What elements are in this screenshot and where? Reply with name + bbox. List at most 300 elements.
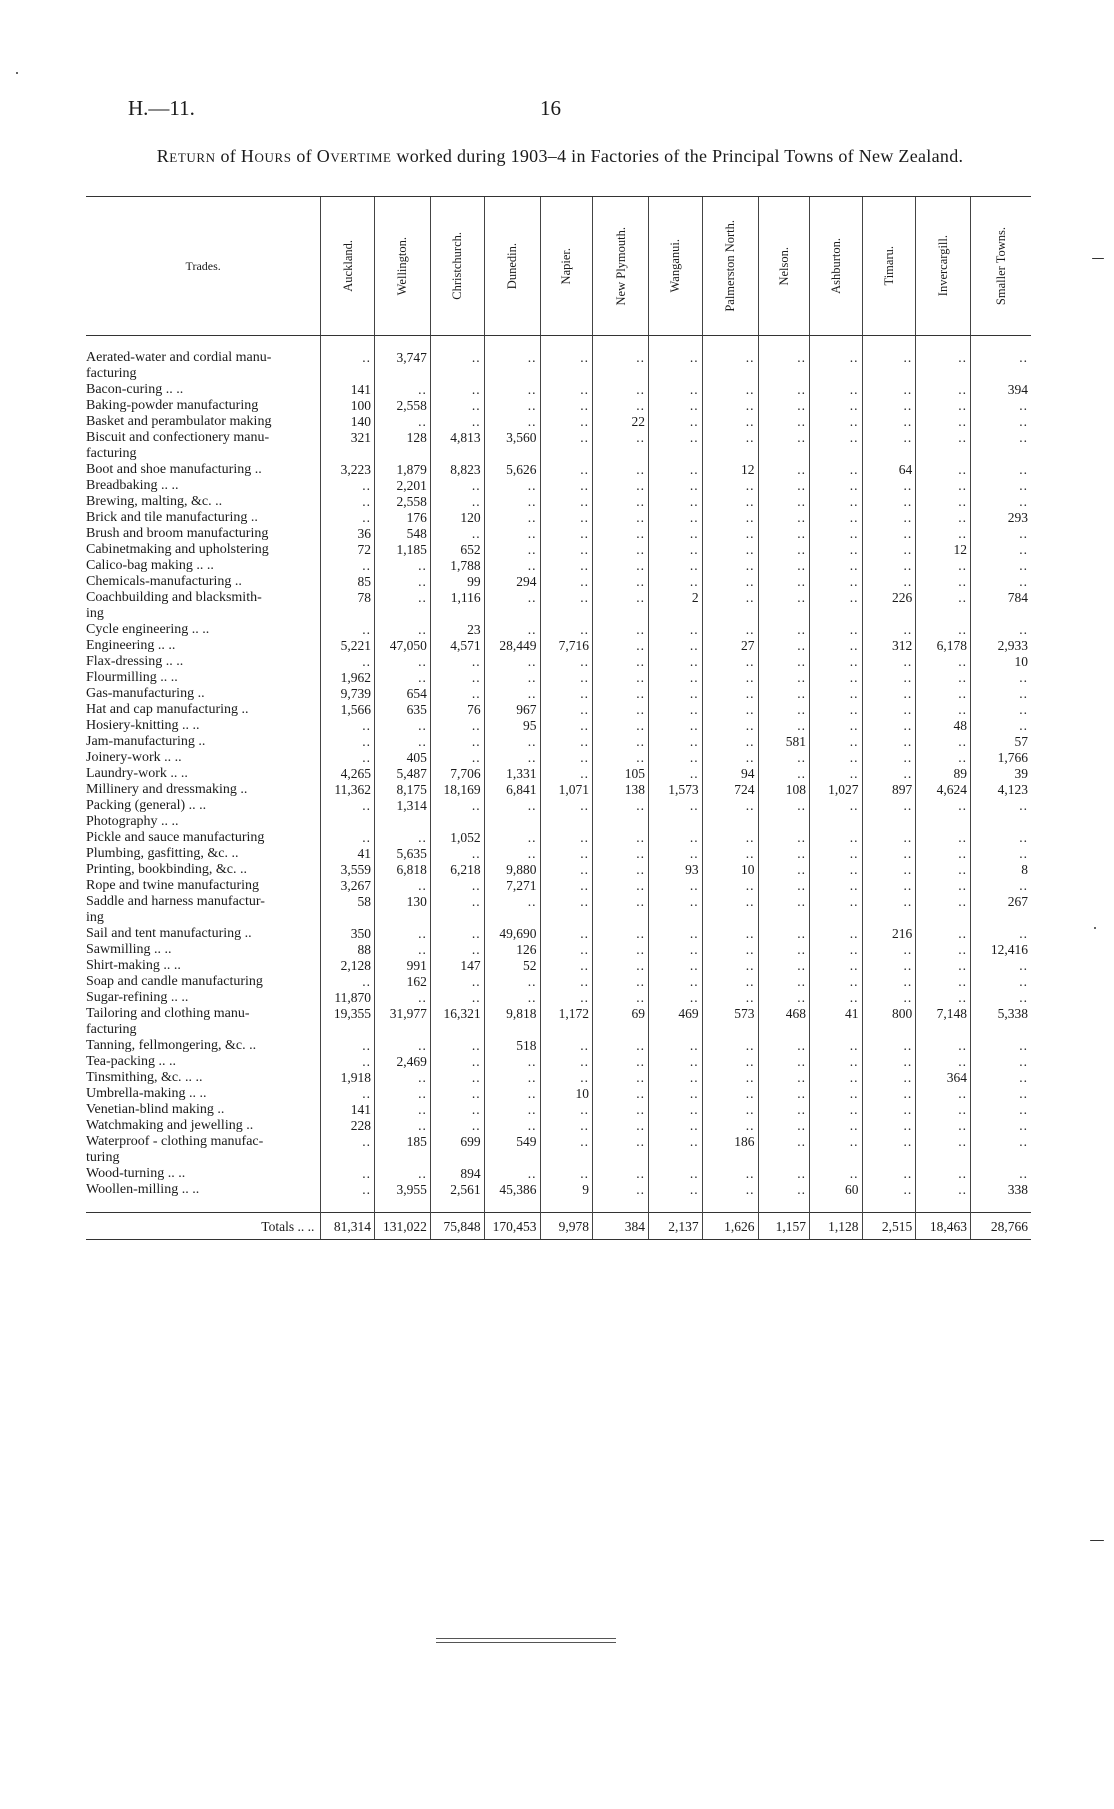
hours-cell: 72 [321,542,375,558]
hours-cell: .. [916,1182,971,1198]
hours-cell: .. [702,542,758,558]
hours-cell: 93 [648,862,702,878]
hours-cell: 95 [484,718,540,734]
hours-cell: .. [484,478,540,494]
column-header-label: Ashburton. [828,238,843,294]
trade-name [86,878,321,894]
hours-cell: 405 [375,750,431,766]
hours-cell: .. [540,750,593,766]
hours-cell: .. [758,702,809,718]
hours-cell: .. [862,670,916,686]
hours-cell: .. [375,414,431,430]
trade-name [86,558,321,574]
hours-cell: 100 [321,398,375,414]
hours-cell: .. [862,862,916,878]
hours-cell: .. [970,1086,1031,1102]
hours-cell: .. [593,478,649,494]
hours-cell: .. [484,670,540,686]
table-title [100,146,1020,167]
hours-cell: .. [702,958,758,974]
hours-cell: .. [809,766,862,782]
hours-cell: 10 [702,862,758,878]
hours-cell: .. [648,1086,702,1102]
table-row [86,1166,1031,1182]
hours-cell: .. [916,414,971,430]
hours-cell: .. [430,686,484,702]
hours-cell: 176 [375,510,431,526]
hours-cell: .. [593,862,649,878]
hours-cell: .. [862,622,916,638]
hours-cell: .. [862,1102,916,1118]
hours-cell: .. [593,558,649,574]
hours-cell: 94 [702,766,758,782]
hours-cell: .. [916,654,971,670]
hours-cell: .. [809,926,862,942]
spacer-cell [484,1198,540,1213]
column-header-label: Dunedin. [505,242,520,290]
hours-cell: 16,321 [430,1006,484,1038]
hours-cell: .. [809,862,862,878]
column-header-town [648,197,702,336]
hours-cell: .. [702,1070,758,1086]
page-number: 16 [540,96,561,120]
hours-cell [375,814,431,830]
page-reference: H.—11. [128,96,195,120]
hours-cell: .. [702,926,758,942]
hours-cell: 58 [321,894,375,926]
trade-name [86,1086,321,1102]
hours-cell: .. [809,670,862,686]
column-header-label: Smaller Towns. [993,226,1008,306]
hours-cell: .. [321,622,375,638]
hours-cell: .. [540,430,593,462]
hours-cell: .. [758,494,809,510]
hours-cell: 10 [970,654,1031,670]
table-row [86,478,1031,494]
hours-cell: .. [593,670,649,686]
trade-name-line: Brewing, malting, &c. .. [86,494,223,509]
hours-cell: .. [809,526,862,542]
hours-cell: 4,571 [430,638,484,654]
hours-cell: .. [758,862,809,878]
title-word: Return [156,146,216,166]
table-row [86,526,1031,542]
hours-cell: .. [648,750,702,766]
trade-name [86,862,321,878]
trade-name [86,734,321,750]
hours-cell: .. [648,462,702,478]
hours-cell: .. [648,1070,702,1086]
hours-cell: .. [758,750,809,766]
hours-cell: .. [862,574,916,590]
hours-cell: .. [430,398,484,414]
hours-cell: .. [862,654,916,670]
hours-cell [702,814,758,830]
hours-cell: .. [970,926,1031,942]
hours-cell: 724 [702,782,758,798]
hours-cell: .. [540,926,593,942]
hours-cell: .. [702,686,758,702]
hours-cell: .. [540,382,593,398]
hours-cell: .. [916,862,971,878]
hours-cell: .. [970,702,1031,718]
trade-name-line: Breadbaking .. .. [86,478,179,493]
hours-cell: .. [702,414,758,430]
hours-cell: .. [862,1054,916,1070]
hours-cell: .. [484,510,540,526]
spacer-cell [430,1198,484,1213]
hours-cell: .. [321,1134,375,1166]
hours-cell: 1,766 [970,750,1031,766]
hours-cell: .. [430,942,484,958]
hours-cell: 394 [970,382,1031,398]
hours-cell: .. [593,718,649,734]
hours-cell: .. [862,1166,916,1182]
column-header-town [862,197,916,336]
hours-cell: 5,626 [484,462,540,478]
column-header-town [758,197,809,336]
hours-cell: .. [702,622,758,638]
hours-cell: .. [758,894,809,926]
trade-name-line: Calico-bag making .. .. [86,558,214,573]
hours-cell: .. [484,382,540,398]
hours-cell: .. [593,990,649,1006]
hours-cell: .. [593,574,649,590]
hours-cell: 48 [916,718,971,734]
trades-header: Trades. [86,197,321,336]
hours-cell: .. [593,398,649,414]
hours-cell: .. [758,1038,809,1054]
hours-cell: 7,716 [540,638,593,654]
hours-cell: .. [593,336,649,383]
hours-cell: .. [648,878,702,894]
hours-cell: .. [702,654,758,670]
column-header-town [916,197,971,336]
hours-cell: .. [916,1086,971,1102]
hours-cell: .. [484,1118,540,1134]
hours-cell: .. [484,622,540,638]
hours-cell: .. [916,846,971,862]
hours-cell: .. [430,526,484,542]
hours-cell: .. [702,590,758,622]
hours-cell: 19,355 [321,1006,375,1038]
hours-cell: .. [809,510,862,526]
hours-cell: .. [430,414,484,430]
hours-cell: .. [540,702,593,718]
hours-cell: .. [540,622,593,638]
hours-cell: .. [758,526,809,542]
hours-cell: .. [648,1102,702,1118]
column-header-label: Napier. [559,247,574,285]
trade-name-line: Hat and cap manufacturing .. [86,702,249,717]
hours-cell: .. [916,1054,971,1070]
hours-cell: .. [593,1118,649,1134]
hours-cell: .. [862,990,916,1006]
hours-cell: .. [809,878,862,894]
hours-cell: 12 [916,542,971,558]
table-row [86,382,1031,398]
hours-cell: .. [540,798,593,814]
hours-cell: .. [970,462,1031,478]
hours-cell: .. [916,590,971,622]
hours-cell: .. [758,638,809,654]
hours-cell: 3,267 [321,878,375,894]
hours-cell: .. [758,846,809,862]
hours-cell: 7,706 [430,766,484,782]
hours-cell: .. [702,702,758,718]
table-row [86,430,1031,462]
trade-name [86,1166,321,1182]
table-row [86,846,1031,862]
column-header-town [593,197,649,336]
hours-cell: .. [593,1054,649,1070]
hours-cell: .. [758,574,809,590]
hours-cell: 8,175 [375,782,431,798]
hours-cell: .. [540,718,593,734]
hours-cell: 9,880 [484,862,540,878]
hours-cell: .. [540,574,593,590]
hours-cell: 2,933 [970,638,1031,654]
hours-cell [648,814,702,830]
hours-cell: .. [648,894,702,926]
hours-cell: .. [375,718,431,734]
hours-cell: 11,362 [321,782,375,798]
trade-name [86,414,321,430]
hours-cell: .. [540,878,593,894]
hours-cell: .. [702,430,758,462]
trade-name-line: Flourmilling .. .. [86,670,178,685]
hours-cell: .. [758,430,809,462]
total-cell: 384 [593,1213,649,1240]
hours-cell: 6,818 [375,862,431,878]
hours-cell: 1,962 [321,670,375,686]
trade-name [86,1182,321,1198]
hours-cell: .. [375,990,431,1006]
table-row [86,1070,1031,1086]
spacer-cell [970,1198,1031,1213]
hours-cell: .. [758,558,809,574]
hours-cell: .. [702,494,758,510]
hours-cell: .. [970,478,1031,494]
hours-cell: 8,823 [430,462,484,478]
hours-cell: .. [758,382,809,398]
hours-cell: 64 [862,462,916,478]
hours-cell: 293 [970,510,1031,526]
table-row [86,926,1031,942]
trade-name [86,926,321,942]
hours-cell: .. [758,670,809,686]
hours-cell: .. [375,558,431,574]
hours-cell: .. [862,1118,916,1134]
hours-cell: .. [970,336,1031,383]
hours-cell: 468 [758,1006,809,1038]
hours-cell: .. [916,830,971,846]
hours-cell: 7,148 [916,1006,971,1038]
trade-name-line: Woollen-milling .. .. [86,1182,200,1197]
hours-cell: 2,201 [375,478,431,494]
table-row [86,1038,1031,1054]
hours-cell: .. [430,894,484,926]
table-row [86,590,1031,622]
hours-cell: .. [484,798,540,814]
hours-cell: 138 [593,782,649,798]
trade-name-line: Boot and shoe manufacturing .. [86,462,262,477]
hours-cell: .. [702,846,758,862]
table-row [86,894,1031,926]
hours-cell: .. [540,1134,593,1166]
hours-cell: .. [758,1070,809,1086]
hours-cell: 1,918 [321,1070,375,1086]
hours-cell: .. [375,942,431,958]
hours-cell: .. [593,686,649,702]
hours-cell: .. [809,1134,862,1166]
trade-name-line: Printing, bookbinding, &c. .. [86,862,247,877]
hours-cell: .. [702,1038,758,1054]
trade-name-line: Joinery-work .. .. [86,750,182,765]
hours-cell: .. [916,878,971,894]
trade-name [86,942,321,958]
hours-cell: 4,624 [916,782,971,798]
hours-cell: .. [970,830,1031,846]
hours-cell: .. [484,686,540,702]
hours-cell: 3,747 [375,336,431,383]
hours-cell: .. [593,1134,649,1166]
hours-cell: .. [809,542,862,558]
hours-cell: 1,879 [375,462,431,478]
hours-cell [970,814,1031,830]
hours-cell: 991 [375,958,431,974]
trade-name [86,1118,321,1134]
hours-cell: .. [484,1086,540,1102]
hours-cell: .. [862,830,916,846]
trade-name-line: Saddle and harness manufactur- [86,894,265,909]
hours-cell: .. [540,1102,593,1118]
trade-name-continuation: ing [86,606,104,621]
hours-cell: .. [758,686,809,702]
hours-cell: 12,416 [970,942,1031,958]
hours-cell: .. [375,1166,431,1182]
hours-cell: .. [540,336,593,383]
trade-name-line: Cycle engineering .. .. [86,622,210,637]
trade-name-continuation: turing [86,1150,120,1165]
hours-cell: .. [375,1118,431,1134]
hours-cell: .. [375,670,431,686]
hours-cell: .. [970,494,1031,510]
hours-cell: .. [593,654,649,670]
hours-cell: 1,788 [430,558,484,574]
table-row [86,814,1031,830]
hours-cell: 141 [321,1102,375,1118]
hours-cell: .. [540,654,593,670]
hours-cell: 784 [970,590,1031,622]
hours-cell: .. [375,590,431,622]
hours-cell: .. [862,942,916,958]
hours-cell: .. [540,894,593,926]
hours-cell: .. [648,1118,702,1134]
hours-cell: .. [648,734,702,750]
hours-cell: .. [758,1086,809,1102]
hours-cell: .. [540,1054,593,1070]
hours-cell: .. [862,558,916,574]
column-header-town [430,197,484,336]
hours-cell: .. [321,1086,375,1102]
spacer-cell [758,1198,809,1213]
hours-cell: .. [540,974,593,990]
hours-cell: .. [321,494,375,510]
column-header-town [970,197,1031,336]
hours-cell: .. [916,926,971,942]
hours-cell: .. [758,414,809,430]
trade-name [86,830,321,846]
trade-name-continuation: facturing [86,446,137,461]
table-row [86,830,1031,846]
hours-cell: .. [916,1118,971,1134]
hours-cell: .. [648,542,702,558]
hours-cell: .. [648,974,702,990]
hours-cell: .. [593,494,649,510]
hours-cell: .. [702,1118,758,1134]
hours-cell: .. [970,958,1031,974]
hours-cell: .. [862,1134,916,1166]
hours-cell: .. [862,430,916,462]
table-row [86,510,1031,526]
hours-cell: .. [758,1118,809,1134]
hours-cell: 294 [484,574,540,590]
hours-cell [484,814,540,830]
hours-cell: .. [430,336,484,383]
hours-cell: .. [430,1070,484,1086]
hours-cell: .. [430,974,484,990]
hours-cell: .. [375,622,431,638]
hours-cell: .. [593,1102,649,1118]
trade-name-line: Tanning, fellmongering, &c. .. [86,1038,257,1053]
hours-cell: .. [648,1054,702,1070]
hours-cell: 652 [430,542,484,558]
hours-cell: .. [970,974,1031,990]
trade-name-continuation: facturing [86,366,137,381]
hours-cell: .. [430,1038,484,1054]
hours-cell: .. [648,574,702,590]
hours-cell: .. [484,1070,540,1086]
hours-cell: 76 [430,702,484,718]
hours-cell: .. [809,894,862,926]
hours-cell: 45,386 [484,1182,540,1198]
hours-cell: .. [593,702,649,718]
title-rest: worked during 1903–4 in Factories of the Principal Towns of New Zealand. [396,146,964,166]
trade-name [86,1134,321,1166]
hours-cell: .. [648,638,702,654]
hours-cell: .. [809,1054,862,1070]
hours-cell: .. [702,1102,758,1118]
hours-cell: .. [321,1166,375,1182]
hours-cell: .. [430,1102,484,1118]
trade-name [86,750,321,766]
hours-cell: 2,469 [375,1054,431,1070]
trade-name-line: Hosiery-knitting .. .. [86,718,200,733]
hours-cell: 1,071 [540,782,593,798]
title-word: Overtime [316,146,392,166]
hours-cell: .. [809,1102,862,1118]
column-header-town [540,197,593,336]
hours-cell: .. [809,558,862,574]
hours-cell: .. [862,1182,916,1198]
hours-cell: .. [648,846,702,862]
hours-cell: 267 [970,894,1031,926]
hours-cell: 18,169 [430,782,484,798]
hours-cell: .. [970,1102,1031,1118]
column-header-label: Auckland. [340,240,355,292]
hours-cell: .. [702,990,758,1006]
